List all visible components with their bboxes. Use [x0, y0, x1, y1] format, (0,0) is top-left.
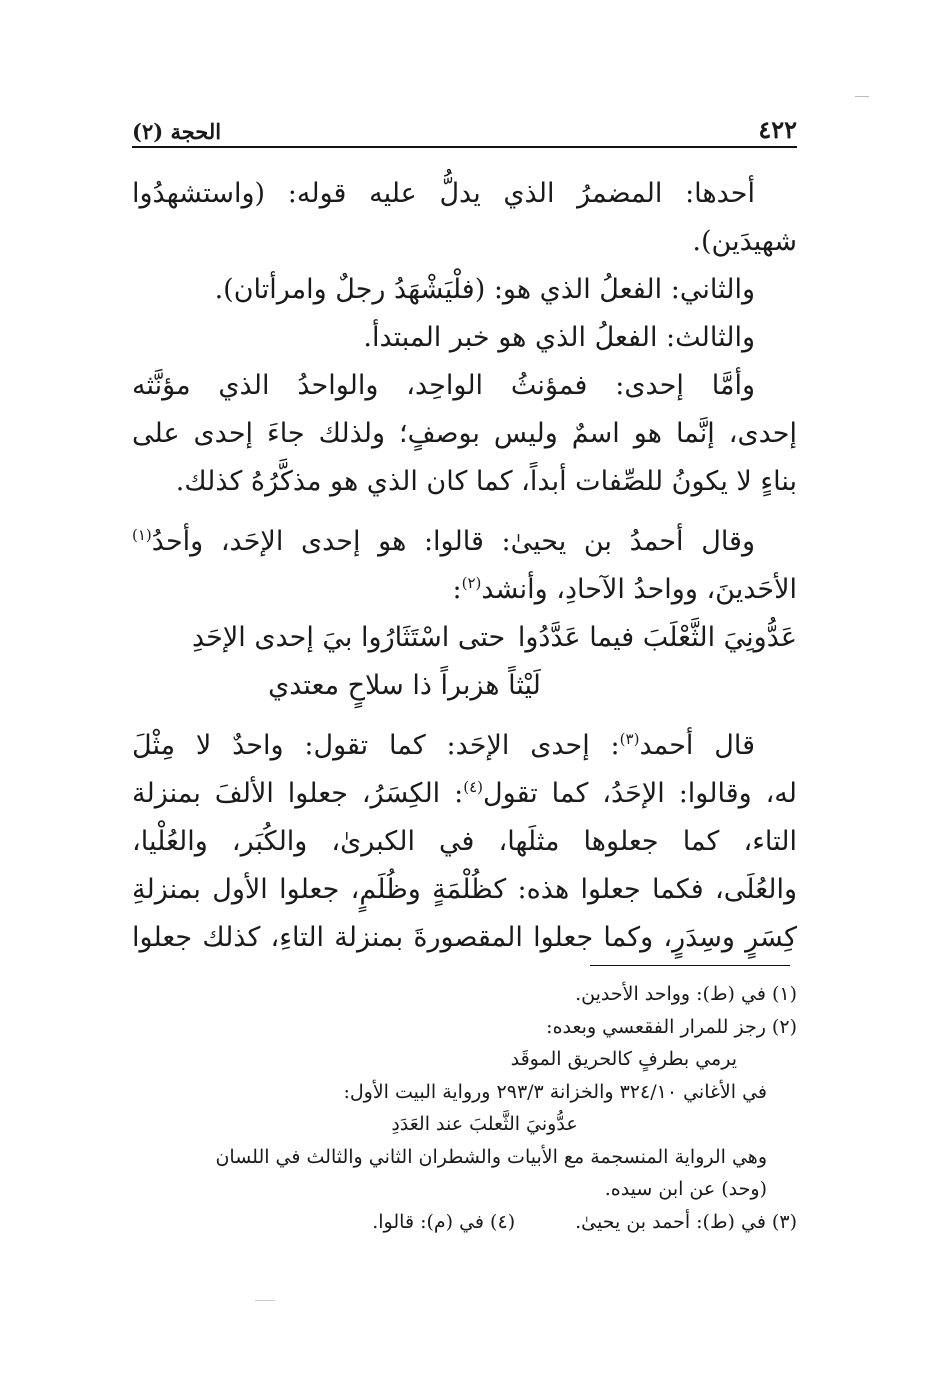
page-number: ٤٢٢: [758, 115, 797, 144]
text-run: :: [452, 574, 462, 605]
text-run: له، وقالوا: الإحَدُ، كما تقول: [483, 778, 797, 809]
footnote: (وحد) عن ابن سيده.: [604, 1178, 767, 1200]
page-header: [132, 108, 797, 144]
paragraph-line: وأمَّا إحدى: فمؤنثُ الواحِد، والواحدُ الذي مؤنَّثه: [132, 370, 755, 401]
verse-hemistich: عَدُّونِيَ الثَّعْلَبَ فيما عَدَّدُوا: [517, 622, 797, 653]
paragraph-line: والعُلَى، فكما جعلوا هذه: كظُلْمَةٍ وظُلَمٍ، جعلوا الأول بمنزلةِ: [132, 874, 797, 905]
footnote-row: [132, 1206, 797, 1239]
footnote-verse: يرمي بطرفٍ كالحريق الموقَد: [510, 1048, 737, 1070]
verse-hemistich: حتى اسْتَثَارُوا بيَ إحدى الإحَدِ: [192, 622, 506, 653]
paragraph-line: بناءٍ لا يكونُ للصِّفات أبداً، كما كان الذي هو مذكَّرُهُ كذلك.: [175, 466, 797, 497]
text-run: الأحَدينَ، وواحدُ الآحادِ، وأنشد: [481, 574, 797, 605]
paragraph-line: والثاني: الفعلُ الذي هو: (فلْيَشْهَدُ رجلٌ وامرأتان).: [214, 274, 755, 305]
paragraph-line: [132, 566, 797, 614]
scan-mark: [855, 96, 869, 97]
footnote: (٤) في (م): قالوا.: [372, 1210, 516, 1233]
footnote-ref: (٢): [461, 574, 482, 592]
main-text: [132, 170, 797, 962]
paragraph-line: [132, 722, 797, 770]
verse-line: [132, 614, 797, 662]
text-run: قال أحمد: [639, 730, 755, 761]
footnote-ref: (١): [132, 526, 152, 544]
text-run: : الكِسَرُ، جعلوا الألفَ بمنزلة: [132, 778, 464, 809]
footnote-rule: [590, 965, 790, 966]
footnote: في الأغاني ٣٢٤/١٠ والخزانة ٢٩٣/٣ ورواية البيت الأول:: [343, 1080, 767, 1103]
footnote: (٢) رجز للمرار الفقعسي وبعده:: [546, 1015, 797, 1038]
paragraph-line: أحدها: المضمرُ الذي يدلُّ عليه قوله: (واستشهدُوا: [132, 178, 755, 209]
paragraph-line: والثالث: الفعلُ الذي هو خبر المبتدأ.: [363, 322, 755, 353]
footnote: (١) في (ط): وواحد الأحدين.: [575, 983, 797, 1005]
paragraph-line: إحدى، إنَّما هو اسمٌ وليس بوصفٍ؛ ولذلك جاءَ إحدى على: [132, 418, 797, 449]
footnotes: [132, 978, 797, 1238]
footnote-ref: (٣): [619, 730, 640, 748]
running-title: الحجة (٢): [132, 119, 222, 144]
paragraph-line: [132, 518, 797, 566]
header-rule: [132, 146, 797, 148]
text-run: وقال أحمدُ بن يحيىٰ: قالوا: هو إحدى الإحَد، وأحدُ: [151, 526, 755, 557]
paragraph-line: كِسَرٍ وسِدَرٍ، وكما جعلوا المقصورةَ بمنزلة التاءِ، كذلك جعلوا: [132, 922, 797, 953]
footnote-ref: (٤): [463, 778, 483, 796]
text-run: : إحدى الإحَد: كما تقول: واحدٌ لا مِثْلَ: [132, 730, 620, 761]
paragraph-line: شهيدَين).: [692, 226, 797, 257]
verse-line: لَيْثاً هزبراً ذا سلاحٍ معتدي: [268, 670, 541, 701]
paragraph-line: [132, 770, 797, 818]
scan-mark: [255, 1300, 275, 1301]
paragraph-line: التاء، كما جعلوها مثلَها، في الكبرىٰ، والكُبَر، والعُلْيا،: [132, 826, 797, 857]
footnote-verse: عدُّونيَ الثَّعلبَ عند العَدَدِ: [391, 1113, 578, 1135]
footnote: (٣) في (ط): أحمد بن يحيىٰ.: [575, 1210, 797, 1233]
footnote-spacer: [515, 1206, 575, 1239]
footnote: وهي الرواية المنسجمة مع الأبيات والشطران الثاني والثالث في اللسان: [215, 1145, 767, 1168]
